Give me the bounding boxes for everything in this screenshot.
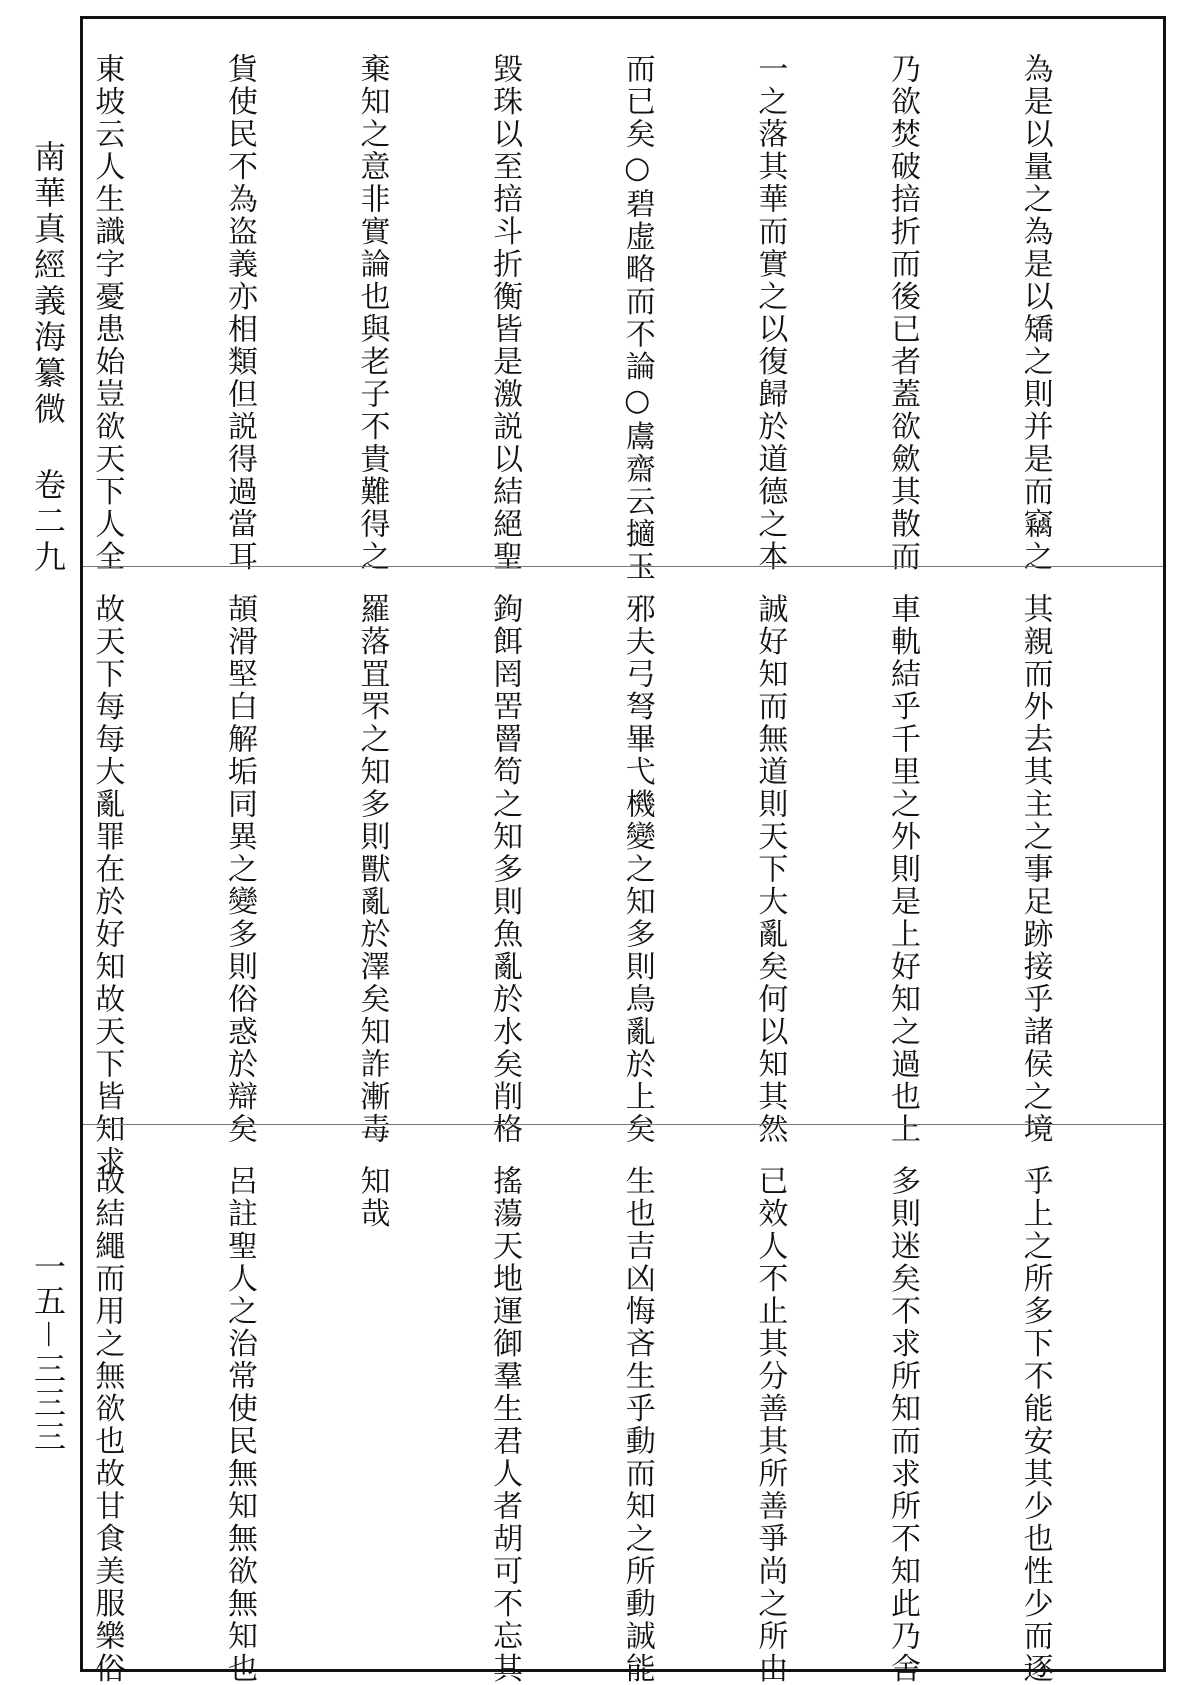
page-frame (80, 16, 1166, 1685)
text-column: 邪夫弓弩畢弋機變之知多則鳥亂於上矣 (619, 593, 655, 1146)
text-column: 一之落其華而實之以復歸於道德之本 (752, 53, 788, 573)
book-title: 南華真經義海纂微 (29, 140, 67, 428)
text-column: 羅落罝罘之知多則獸亂於澤矣知詐漸毒 (354, 593, 390, 1146)
text-column: 知哉 (354, 1165, 390, 1230)
text-column: 棄知之意非實論也與老子不貴難得之 (354, 53, 390, 573)
text-column: 鉤餌罔罟罾笱之知多則魚亂於水矣削格 (487, 593, 523, 1146)
text-column: 搖蕩天地運御羣生君人者胡可不忘其 (487, 1165, 523, 1685)
volume-label: 卷二九 (29, 468, 67, 577)
text-column: 車軌結乎千里之外則是上好知之過也上 (884, 593, 920, 1146)
text-column: 頡滑堅白解垢同異之變多則俗惑於辯矣 (221, 593, 257, 1146)
text-column: 毀珠以至掊斗折衡皆是激説以結絕聖 (487, 53, 523, 573)
text-column: 貨使民不為盗義亦相類但説得過當耳 (221, 53, 257, 573)
text-column: 生也吉凶悔吝生乎動而知之所動誠能 (619, 1165, 655, 1685)
text-column: 故天下每每大亂罪在於好知故天下皆知求 (89, 593, 125, 1178)
vertical-text-block (89, 53, 1145, 583)
text-column: 其親而外去其主之事足跡接乎諸侯之境 (1017, 593, 1053, 1146)
text-panel-middle (83, 567, 1163, 1178)
text-column: 東坡云人生識字憂患始豈欲天下人全 (89, 53, 125, 573)
text-column: 多則迷矣不求所知而求所不知此乃舍 (884, 1165, 920, 1685)
text-column: 誠好知而無道則天下大亂矣何以知其然 (752, 593, 788, 1146)
vertical-text-block (89, 1165, 1145, 1685)
text-panel-bottom (83, 1125, 1163, 1685)
text-column: 故結繩而用之無欲也故甘食美服樂俗 (89, 1165, 125, 1685)
text-panel-top (83, 19, 1163, 583)
page-number: 一五－三三三 (29, 1250, 67, 1455)
text-column: 呂註聖人之治常使民無知無欲無知也 (221, 1165, 257, 1685)
text-column: 而已矣○碧虚略而不論○鬳齋云擿玉 (619, 53, 655, 583)
text-column: 為是以量之為是以矯之則并是而竊之 (1017, 53, 1053, 573)
vertical-text-block (89, 593, 1145, 1178)
text-column: 乎上之所多下不能安其少也性少而逐 (1017, 1165, 1053, 1685)
text-column: 乃欲焚破掊折而後已者蓋欲歛其散而 (884, 53, 920, 573)
text-column: 已效人不止其分善其所善爭尚之所由 (752, 1165, 788, 1685)
